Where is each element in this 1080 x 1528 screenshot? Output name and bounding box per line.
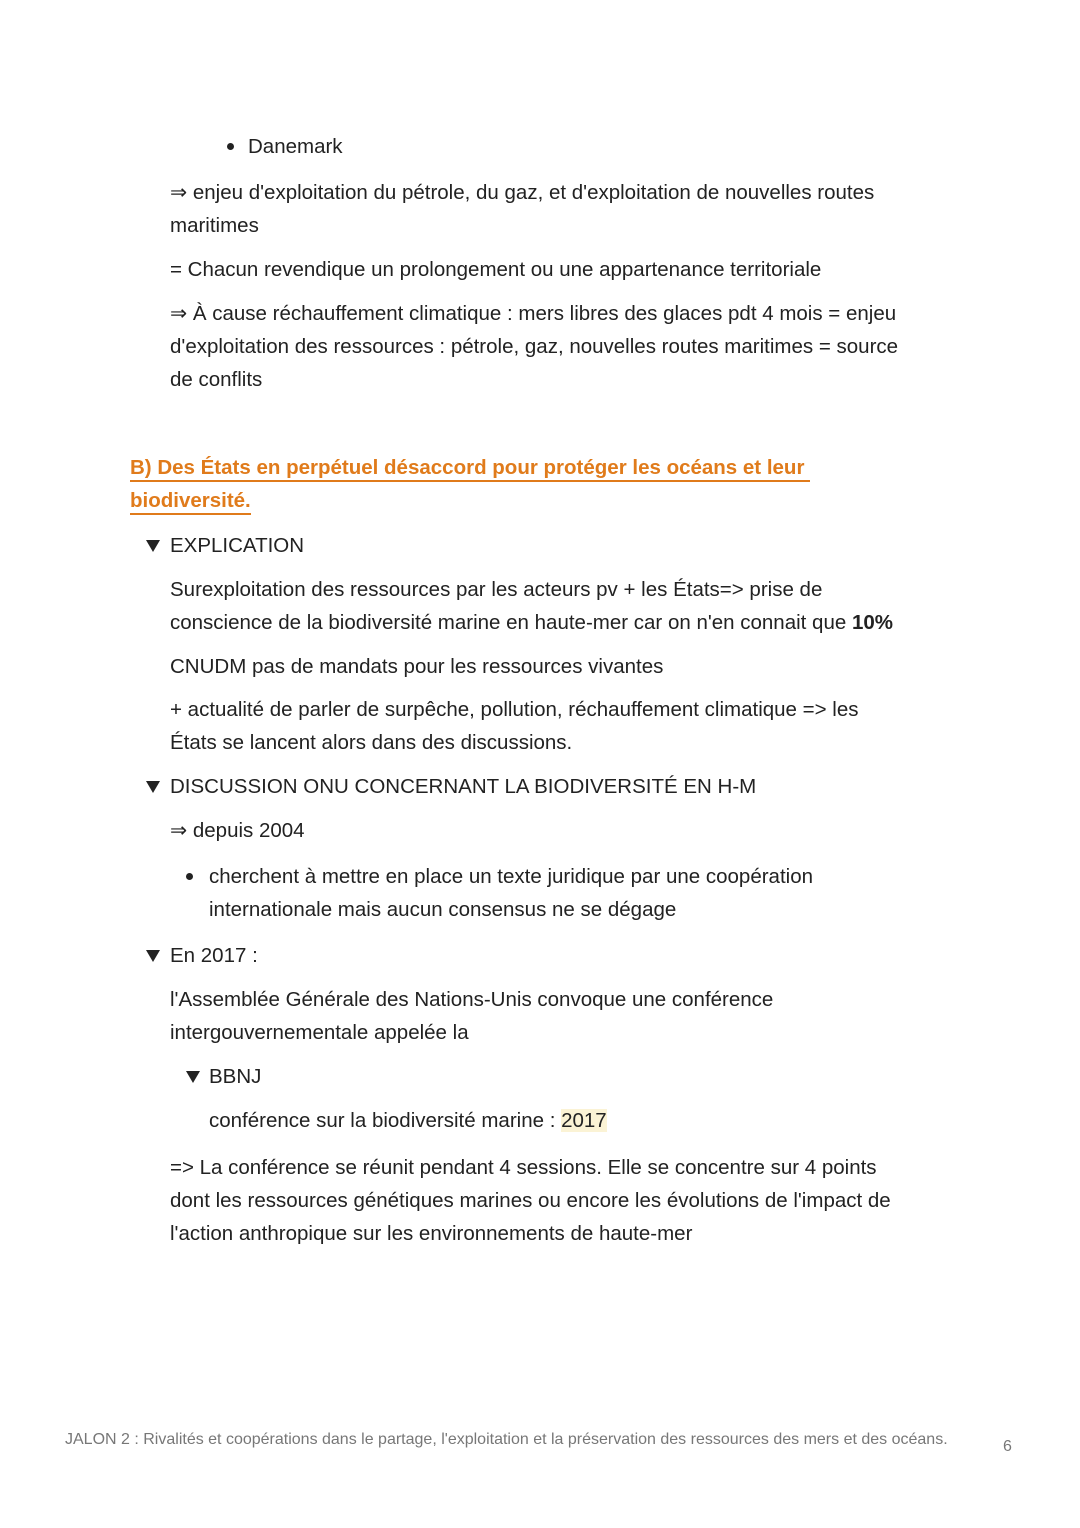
page-number: 6 [1003, 1438, 1012, 1455]
toggle-bbnj[interactable]: BBNJ [209, 1065, 262, 1088]
section-b-heading-line-1: B) Des États en perpétuel désaccord pour protéger les océans et leur [130, 451, 810, 484]
discussion-bullet-line-2: internationale mais aucun consensus ne se dégage [209, 898, 677, 921]
explication-p3-line-1: + actualité de parler de surpêche, pollution, réchauffement climatique => les [170, 698, 859, 721]
en2017-p2-line-1: => La conférence se réunit pendant 4 sessions. Elle se concentre sur 4 points [170, 1156, 877, 1179]
toggle-triangle-icon[interactable] [186, 1071, 200, 1083]
cause-line-3: de conflits [170, 368, 263, 391]
discussion-bullet-line-1: cherchent à mettre en place un texte juridique par une coopération [209, 865, 813, 888]
chacun-paragraph: = Chacun revendique un prolongement ou une appartenance territoriale [170, 258, 822, 281]
toggle-en-2017[interactable]: En 2017 : [170, 944, 258, 967]
bbnj-text: conférence sur la biodiversité marine : 2017 [209, 1109, 607, 1132]
explication-p1-line-2: conscience de la biodiversité marine en haute-mer car on n'en connait que 10% [170, 611, 893, 634]
page-footer: JALON 2 : Rivalités et coopérations dans le partage, l'exploitation et la préservation des ressources des mers et des océans. [65, 1431, 948, 1448]
toggle-triangle-icon[interactable] [146, 781, 160, 793]
explication-p2: CNUDM pas de mandats pour les ressources vivantes [170, 655, 664, 678]
en2017-p1-line-2: intergouvernementale appelée la [170, 1021, 469, 1044]
en2017-p2-line-3: l'action anthropique sur les environnements de haute-mer [170, 1222, 693, 1245]
enjeu-line-2: maritimes [170, 214, 259, 237]
toggle-triangle-icon[interactable] [146, 950, 160, 962]
en2017-p1-line-1: l'Assemblée Générale des Nations-Unis convoque une conférence [170, 988, 774, 1011]
toggle-triangle-icon[interactable] [146, 540, 160, 552]
explication-p1-line-1: Surexploitation des ressources par les acteurs pv + les États=> prise de [170, 578, 823, 601]
cause-line-2: d'exploitation des ressources : pétrole, gaz, nouvelles routes maritimes = source [170, 335, 899, 358]
cause-line-1: ⇒ À cause réchauffement climatique : mers libres des glaces pdt 4 mois = enjeu [170, 302, 897, 325]
bullet-icon [186, 873, 193, 880]
bullet-icon [227, 143, 234, 150]
en2017-p2-line-2: dont les ressources génétiques marines ou encore les évolutions de l'impact de [170, 1189, 891, 1212]
ten-percent: 10% [851, 611, 893, 634]
explication-p3-line-2: États se lancent alors dans des discussions. [170, 731, 573, 754]
toggle-discussion[interactable]: DISCUSSION ONU CONCERNANT LA BIODIVERSITÉ EN H-M [170, 775, 757, 798]
depuis-2004: ⇒ depuis 2004 [170, 819, 305, 842]
toggle-explication[interactable]: EXPLICATION [170, 534, 305, 557]
enjeu-line-1: ⇒ enjeu d'exploitation du pétrole, du gaz, et d'exploitation de nouvelles routes [170, 181, 875, 204]
section-b-heading-line-2: biodiversité. [130, 484, 251, 517]
list-item-danemark: Danemark [248, 135, 343, 158]
highlighted-year: 2017 [561, 1109, 607, 1132]
